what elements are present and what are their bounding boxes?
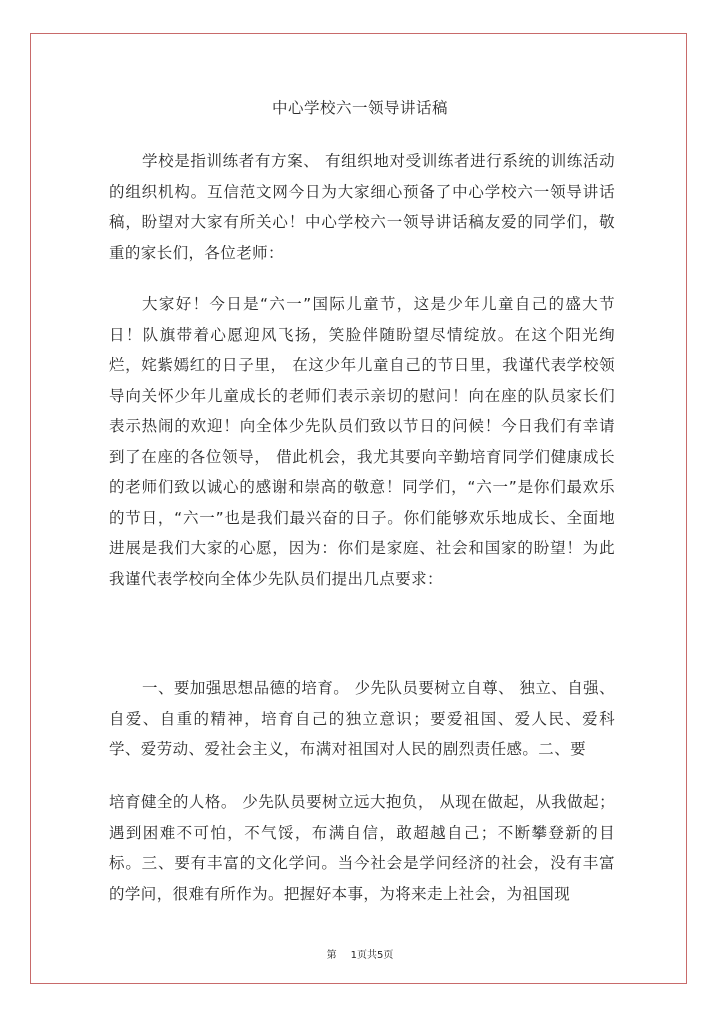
footer-page-number: 1页共5页 xyxy=(350,950,394,961)
document-title: 中心学校六一领导讲话稿 xyxy=(271,99,448,117)
body-paragraph-1: 学校是指训练者有方案、 有组织地对受训练者进行系统的训练活动的组织机构。互信范文网今日为大家细心预备了中心学校六一领导讲话稿，盼望对大家有所关心！中心学校六一领导讲话稿友爱的同学们，敬重的家长们，各位老师： xyxy=(109,152,615,262)
body-paragraph-2: 大家好！今日是“六一”国际儿童节，这是少年儿童自己的盛大节日！队旗带着心愿迎风飞扬，笑脸伴随盼望尽情绽放。在这个阳光绚烂，姹紫嫣红的日子里， 在这少年儿童自己的节日里，我谨代表学校领导向关怀少年儿童成长的老师们表示亲切的慰问！向在座的队员家长们表示热闹的欢迎！向全体少先队员们致以节日的问候！今日我们有幸请到了在座的各位领导， 借此机会，我尤其要向辛勤培育同学们健康成长的老师们致以诚心的感谢和崇高的敬意！同学们，“六一”是你们最欢乐的节日，“六一”也是我们最兴奋的日子。你们能够欢乐地成长、全面地进展是我们大家的心愿，因为：你们是家庭、社会和国家的盼望！为此我谨代表学校向全体少先队员们提出几点要求： xyxy=(109,295,615,588)
body-paragraph-3: 一、要加强思想品德的培育。 少先队员要树立自尊、 独立、自强、自爱、自重的精神，培育自己的独立意识；要爱祖国、爱人民、爱科学、爱劳动、爱社会主义，布满对祖国对人民的剧烈责任感。二、要 xyxy=(109,679,615,758)
footer-prefix: 第 xyxy=(326,950,337,961)
page-footer xyxy=(0,946,720,961)
body-paragraph-4: 培育健全的人格。 少先队员要树立远大抱负， 从现在做起，从我做起；遇到困难不可怕，不气馁，布满自信，敢超越自己；不断攀登新的目标。三、要有丰富的文化学问。当今社会是学问经济的社会，没有丰富的学问，很难有所作为。把握好本事，为将来走上社会，为祖国现 xyxy=(109,793,615,903)
